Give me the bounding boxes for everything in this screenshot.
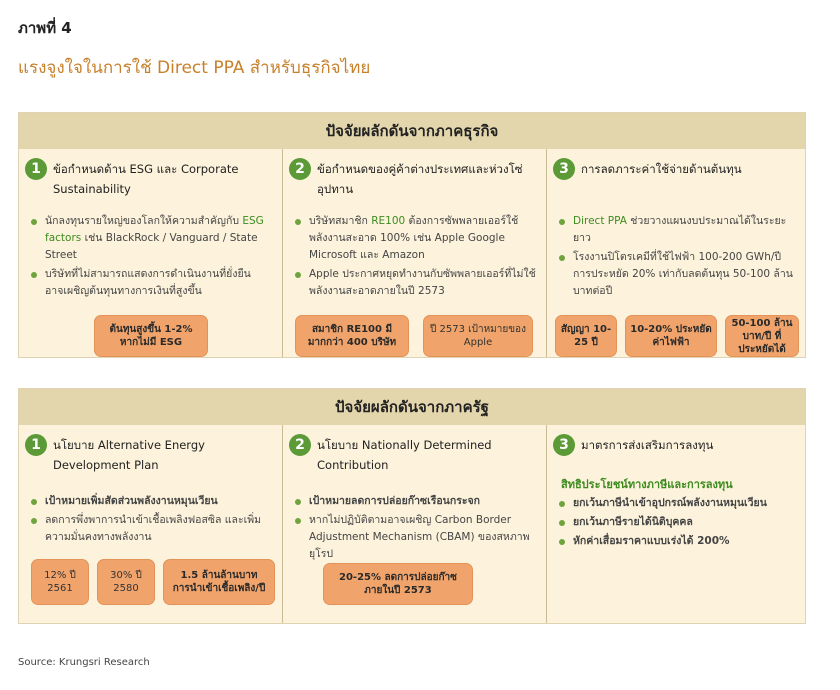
stat-pill-re100-members: สมาชิก RE100 มีมากกว่า 400 บริษัท: [295, 315, 409, 357]
stat-pill-emission-target: 20-25% ลดการปล่อยก๊าซภายในปี 2573: [323, 563, 473, 605]
number-badge: 3: [553, 158, 575, 180]
stat-pill-share-2580: 30% ปี 2580: [97, 559, 155, 605]
bullet-item: หากไม่ปฏิบัติตามอาจเผชิญ Carbon Border Adjustment Mechanism (CBAM) ของสหภาพยุโรป: [295, 512, 536, 563]
government-drivers-section: [18, 388, 806, 624]
column-title: ข้อกำหนดของคู่ค้าต่างประเทศและห่วงโซ่อุปทาน: [317, 162, 523, 196]
bullet-item: หักค่าเสื่อมราคาแบบเร่งได้ 200%: [559, 533, 795, 550]
stat-pill-annual-savings: 50-100 ล้านบาท/ปี ที่ประหยัดได้: [725, 315, 799, 357]
number-badge: 2: [289, 434, 311, 456]
bullet-item: บริษัทที่ไม่สามารถแสดงการดำเนินงานที่ยั่งยืน อาจเผชิญต้นทุนทางการเงินที่สูงขึ้น: [31, 266, 272, 300]
number-badge: 1: [25, 434, 47, 456]
number-badge: 3: [553, 434, 575, 456]
stat-pill-contract-term: สัญญา 10-25 ปี: [555, 315, 617, 357]
stat-pill-electricity-savings: 10-20% ประหยัดค่าไฟฟ้า: [625, 315, 717, 357]
number-badge: 2: [289, 158, 311, 180]
stat-pill-fuel-import: 1.5 ล้านล้านบาท การนำเข้าเชื้อเพลิง/ปี: [163, 559, 275, 605]
column-title: มาตรการส่งเสริมการลงทุน: [581, 438, 714, 452]
number-badge: 1: [25, 158, 47, 180]
figure-label: ภาพที่ 4: [18, 19, 72, 37]
stat-pill-share-2561: 12% ปี 2561: [31, 559, 89, 605]
bullet-item: บริษัทสมาชิก RE100 ต้องการซัพพลายเออร์ใช้พลังงานสะอาด 100% เช่น Apple Google Microsoft และ Amazon: [295, 213, 536, 264]
bullet-item: Direct PPA ช่วยวางแผนงบประมาณได้ในระยะยาว: [559, 213, 795, 247]
bullet-item: เป้าหมายลดการปล่อยก๊าซเรือนกระจก: [295, 493, 536, 510]
bullet-item: นักลงทุนรายใหญ่ของโลกให้ความสำคัญกับ ESG factors เช่น BlackRock / Vanguard / State Street: [31, 213, 272, 264]
government-column-investment: [546, 425, 805, 623]
government-column-ndc: [282, 425, 546, 623]
bullet-item: ยกเว้นภาษีนำเข้าอุปกรณ์พลังงานหมุนเวียน: [559, 495, 795, 512]
benefits-subheading: สิทธิประโยชน์ทางภาษีและการลงทุน: [561, 478, 733, 491]
business-column-supply-chain: [282, 149, 546, 357]
bullet-item: โรงงานปิโตรเคมีที่ใช้ไฟฟ้า 100-200 GWh/ปี การประหยัด 20% เท่ากับลดต้นทุน 50-100 ล้านบาทต่อปี: [559, 249, 795, 300]
bullet-item: ยกเว้นภาษีรายได้นิติบุคคล: [559, 514, 795, 531]
government-column-aedp: [19, 425, 282, 623]
column-title: ข้อกำหนดด้าน ESG และ Corporate Sustainability: [53, 162, 239, 196]
bullet-item: Apple ประกาศหยุดทำงานกับซัพพลายเออร์ที่ไม่ใช้พลังงานสะอาดภายในปี 2573: [295, 266, 536, 300]
business-drivers-section: [18, 112, 806, 358]
stat-pill-apple-target: ปี 2573 เป้าหมายของ Apple: [423, 315, 533, 357]
bullet-item: ลดการพึ่งพาการนำเข้าเชื้อเพลิงฟอสซิล และเพิ่มความมั่นคงทางพลังงาน: [31, 512, 272, 546]
business-column-cost-reduction: [546, 149, 805, 357]
source-note: Source: Krungsri Research: [18, 657, 150, 668]
figure-title: แรงจูงใจในการใช้ Direct PPA สำหรับธุรกิจไทย: [18, 58, 371, 78]
column-title: นโยบาย Alternative Energy Development Plan: [53, 438, 205, 472]
business-drivers-header: ปัจจัยผลักดันจากภาคธุรกิจ: [19, 113, 805, 149]
stat-pill-esg-cost: ต้นทุนสูงขึ้น 1-2% หากไม่มี ESG: [94, 315, 208, 357]
column-title: การลดภาระค่าใช้จ่ายด้านต้นทุน: [581, 162, 742, 176]
column-title: นโยบาย Nationally Determined Contribution: [317, 438, 492, 472]
business-column-esg: [19, 149, 282, 357]
bullet-item: เป้าหมายเพิ่มสัดส่วนพลังงานหมุนเวียน: [31, 493, 272, 510]
government-drivers-header: ปัจจัยผลักดันจากภาครัฐ: [19, 389, 805, 425]
